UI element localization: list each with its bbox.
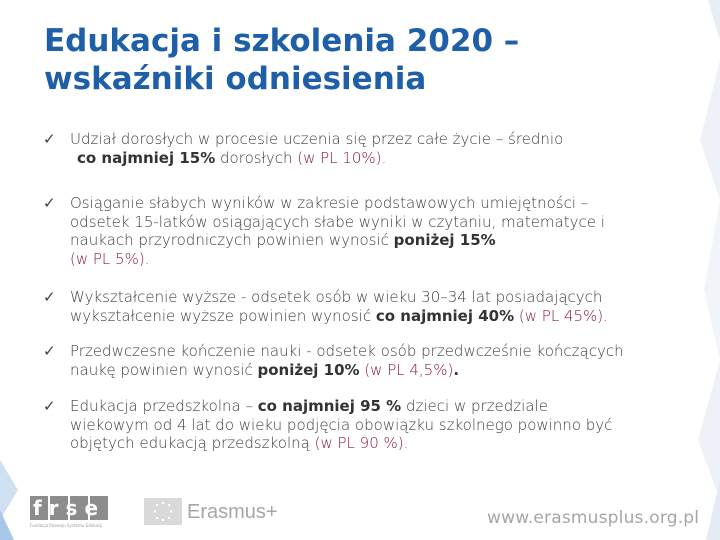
bullet-text — [70, 361, 663, 380]
bullet-text: naukach przyrodniczych powinien wynosić — [70, 231, 394, 249]
list-item — [43, 342, 663, 379]
frse-logo-text: frse — [32, 496, 106, 520]
checkmark-icon: ✓ — [43, 342, 56, 360]
title-line-1: Edukacja i szkolenia 2020 – — [44, 23, 520, 59]
bullet-text: objętych edukacją przedszkolną — [70, 434, 315, 452]
bullet-text — [70, 397, 663, 416]
bullet-pl-value: (w PL 4,5%) — [359, 360, 454, 379]
slide-title — [44, 22, 684, 98]
left-edge-decoration — [0, 430, 22, 540]
frse-logo — [30, 496, 108, 526]
bullet-bold: co najmniej 15% — [77, 148, 216, 167]
bullet-text: Edukacja przedszkolna – — [70, 397, 258, 415]
bullet-text: dorosłych — [215, 148, 293, 167]
list-item — [43, 288, 663, 325]
bullet-bold: . — [453, 360, 460, 379]
checkmark-icon: ✓ — [43, 397, 56, 415]
bullet-pl-value: (w PL 10%). — [292, 148, 387, 167]
bullet-pl-value: (w PL 90 %). — [314, 434, 409, 452]
website-link[interactable]: www.erasmusplus.org.pl — [487, 508, 700, 528]
bullet-text — [70, 434, 663, 453]
checkmark-icon: ✓ — [43, 130, 56, 148]
bullet-pl-value: (w PL 5%). — [70, 249, 150, 268]
benchmark-list — [43, 130, 663, 453]
bullet-text: Udział dorosłych w procesie uczenia się przez całe życie – średnio — [70, 130, 564, 148]
bullet-pl-value: (w PL 45%). — [514, 306, 608, 325]
bullet-text: odsetek 15-latków osiągających słabe wyniki w czytaniu, matematyce i — [70, 212, 605, 231]
checkmark-icon: ✓ — [43, 194, 56, 212]
right-edge-decoration — [690, 0, 720, 540]
bullet-text: wykształcenie wyższe powinien wynosić — [70, 306, 376, 325]
bullet-text: dzieci w przedziale — [401, 397, 548, 415]
bullet-bold: co najmniej 95 % — [257, 397, 402, 415]
bullet-text: naukę powinien wynosić — [70, 360, 258, 379]
bullet-bold: co najmniej 40% — [375, 306, 515, 325]
eu-flag-icon — [144, 498, 182, 525]
list-item — [43, 130, 663, 167]
bullet-bold: poniżej 15% — [393, 231, 496, 249]
bullet-text: Osiąganie słabych wyników w zakresie podstawowych umiejętności – — [70, 194, 589, 212]
bullet-bold: poniżej 10% — [257, 360, 360, 379]
title-line-2: wskaźniki odniesienia — [44, 61, 427, 97]
erasmus-plus-label: Erasmus+ — [187, 501, 278, 523]
checkmark-icon: ✓ — [43, 288, 56, 306]
bullet-text — [70, 231, 663, 250]
bullet-text — [70, 149, 663, 168]
list-item — [43, 194, 663, 268]
frse-tagline: Fundacja Rozwoju Systemu Edukacji — [30, 523, 103, 528]
bullet-text: wiekowym od 4 lat do wieku podjęcia obowiązku szkolnego powinno być — [70, 415, 613, 434]
list-item — [43, 397, 663, 453]
bullet-text: Przedwczesne kończenie nauki - odsetek osób przedwcześnie kończących — [70, 342, 624, 360]
bullet-text — [70, 307, 663, 326]
bullet-text: Wykształcenie wyższe - odsetek osób w wieku 30–34 lat posiadających — [70, 288, 603, 306]
